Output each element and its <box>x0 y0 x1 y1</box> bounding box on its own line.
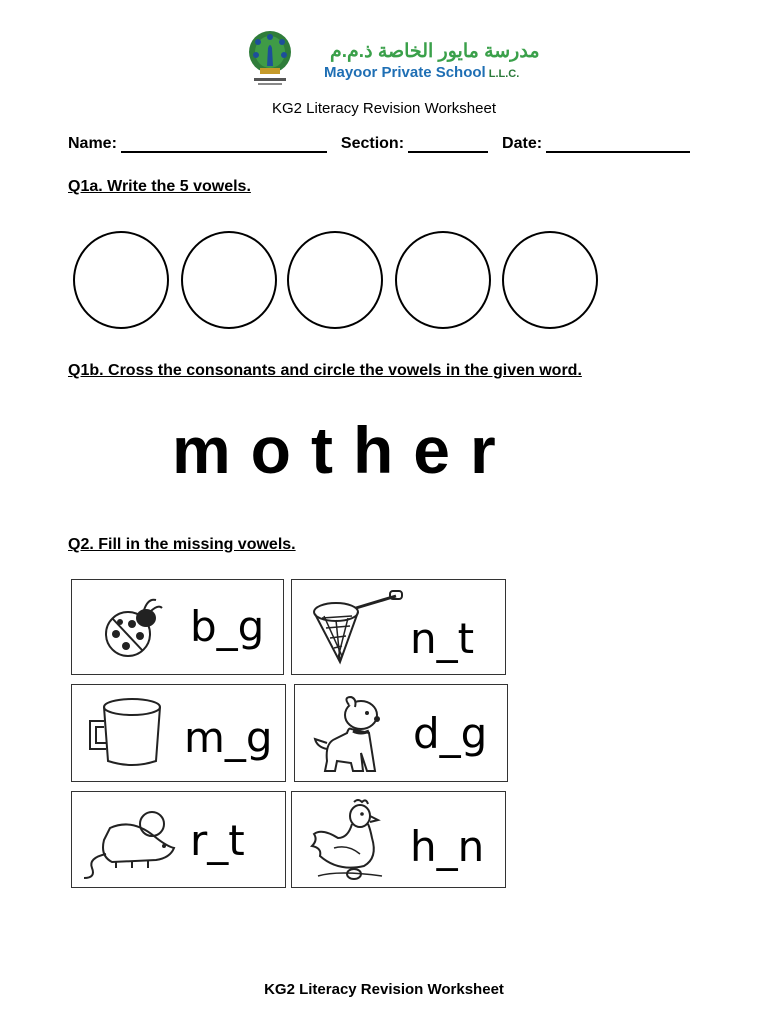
date-field[interactable] <box>546 137 690 153</box>
vowel-card-6 <box>291 791 506 888</box>
given-word[interactable]: mother <box>172 413 516 487</box>
vowel-circle-4[interactable] <box>395 231 491 329</box>
vowel-circle-2[interactable] <box>181 231 277 329</box>
name-field[interactable] <box>121 137 327 153</box>
worksheet-title: KG2 Literacy Revision Worksheet <box>272 100 496 117</box>
question-1b: Q1b. Cross the consonants and circle the vowels in the given word. <box>68 362 582 379</box>
word-text: d_g <box>413 709 488 758</box>
vowel-circle-1[interactable] <box>73 231 169 329</box>
vowel-card-2 <box>291 579 506 675</box>
net-icon <box>312 590 404 666</box>
school-name-english-text: Mayoor Private School <box>324 64 486 81</box>
name-label: Name: <box>68 135 117 152</box>
mug-icon <box>86 697 162 769</box>
dog-icon <box>313 693 387 775</box>
vowel-circle-5[interactable] <box>502 231 598 329</box>
section-label: Section: <box>340 135 405 152</box>
peacock-logo-icon <box>246 30 294 88</box>
word-text: h_n <box>410 822 485 871</box>
school-name-arabic: مدرسة مايور الخاصة ذ.م.م <box>330 41 540 62</box>
ladybug-icon <box>98 596 164 660</box>
vowel-card-1 <box>71 579 284 675</box>
section-field[interactable] <box>408 137 488 153</box>
school-name-english <box>324 64 519 81</box>
vowel-circle-3[interactable] <box>287 231 383 329</box>
hen-icon <box>308 798 392 882</box>
word-text: b_g <box>190 602 265 651</box>
school-llc: L.L.C. <box>488 68 520 80</box>
vowel-card-4 <box>294 684 508 782</box>
student-info-fields <box>68 135 704 153</box>
word-text: n_t <box>410 614 475 663</box>
question-2: Q2. Fill in the missing vowels. <box>68 536 296 553</box>
vowel-card-3 <box>71 684 286 782</box>
mouse-icon <box>82 806 182 882</box>
vowel-card-5 <box>71 791 286 888</box>
question-1a: Q1a. Write the 5 vowels. <box>68 178 251 195</box>
word-text: r_t <box>190 816 245 865</box>
word-text: m_g <box>184 713 273 762</box>
date-label: Date: <box>502 135 543 152</box>
footer-title: KG2 Literacy Revision Worksheet <box>264 981 504 998</box>
